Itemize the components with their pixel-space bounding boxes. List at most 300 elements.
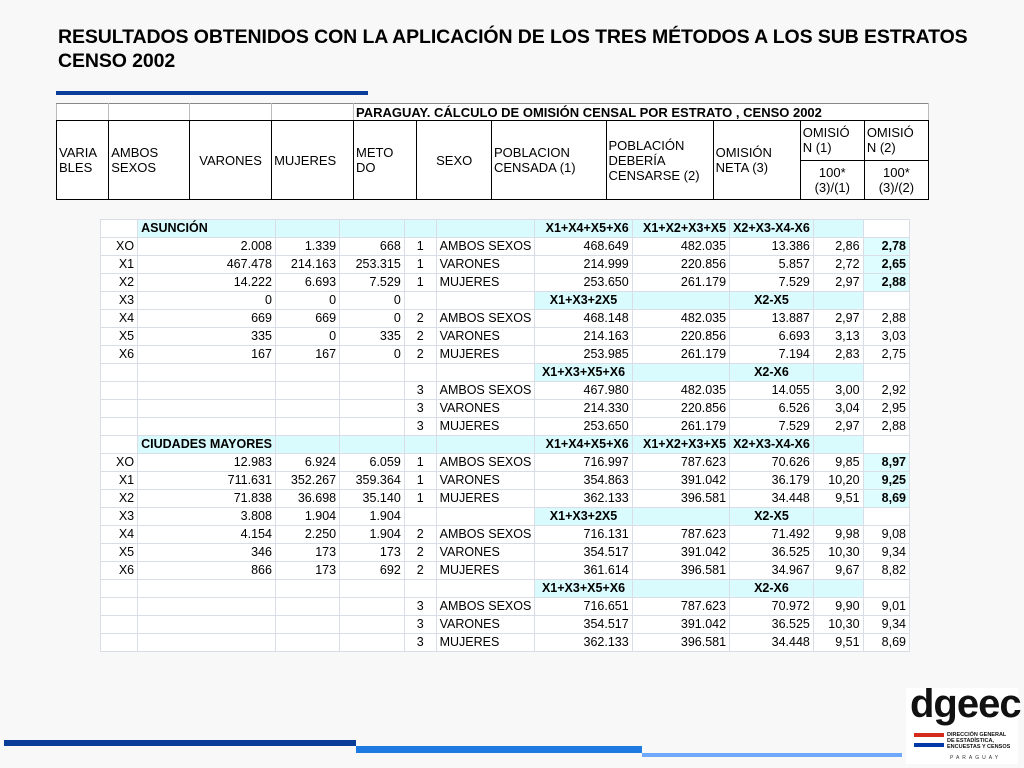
table-cell [813,508,863,526]
table-cell [436,508,535,526]
table-cell [863,292,909,310]
table-cell: 7.194 [730,346,814,364]
table-cell: 9,34 [863,544,909,562]
table-cell: 468.148 [535,310,632,328]
table-cell: 8,97 [863,454,909,472]
table-cell: 253.650 [535,418,632,436]
table-cell: 7.529 [340,274,405,292]
table-cell: 34.448 [730,634,814,652]
table-cell: X2+X3-X4-X6 [730,220,814,238]
table-cell: X2 [101,274,138,292]
table-cell: 0 [275,328,339,346]
table-cell [436,292,535,310]
table-cell: 787.623 [632,598,729,616]
table-cell: VARONES [436,328,535,346]
table-cell: 396.581 [632,562,729,580]
table-cell: 2 [404,310,436,328]
footer-bar-mid [356,746,642,753]
table-row [101,454,910,472]
table-cell: X3 [101,508,138,526]
table-cell: 335 [340,328,405,346]
table-cell: 173 [275,544,339,562]
table-row [101,328,910,346]
table-cell: 467.980 [535,382,632,400]
table-cell: 1 [404,472,436,490]
table-cell: 3,13 [813,328,863,346]
table-cell: 467.478 [138,256,276,274]
table-cell: 10,30 [813,544,863,562]
table-cell [863,220,909,238]
table-row [101,634,910,652]
table-cell [275,418,339,436]
table-cell: 34.448 [730,490,814,508]
table-cell: 2,83 [813,346,863,364]
table-cell [275,634,339,652]
table-cell: 1 [404,256,436,274]
table-cell: 167 [138,346,276,364]
table-row [101,616,910,634]
table-cell [101,364,138,382]
page-title: RESULTADOS OBTENIDOS CON LA APLICACIÓN DE LOS TRES MÉTODOS A LOS SUB ESTRATOS CENSO 2002 [58,26,968,72]
table-cell [404,580,436,598]
table-row [101,382,910,400]
table-cell: 3 [404,382,436,400]
table-cell: X3 [101,292,138,310]
subcol-omision-1: 100* (3)/(1) [800,160,864,200]
col-poblacion-deberia: POBLACIÓN DEBERÍA CENSARSE (2) [606,121,713,200]
table-cell [275,616,339,634]
table-cell: 12.983 [138,454,276,472]
table-cell: MUJERES [436,346,535,364]
table-cell [863,364,909,382]
table-cell: X2-X5 [730,508,814,526]
table-cell: X5 [101,544,138,562]
table-cell: 7.529 [730,418,814,436]
table-cell: MUJERES [436,418,535,436]
table-cell: 1.904 [340,508,405,526]
table-cell: XO [101,454,138,472]
footer-bar-dark [4,740,356,746]
table-cell [275,220,339,238]
table-cell: 9,90 [813,598,863,616]
table-cell: 3 [404,400,436,418]
table-cell: 35.140 [340,490,405,508]
table-cell: MUJERES [436,274,535,292]
table-cell [863,508,909,526]
table-row [101,472,910,490]
table-cell: 34.967 [730,562,814,580]
table-cell: 2 [404,562,436,580]
table-cell: 391.042 [632,472,729,490]
table-row [101,346,910,364]
table-cell [138,616,276,634]
table-cell: CIUDADES MAYORES [138,436,276,454]
table-cell: AMBOS SEXOS [436,598,535,616]
table-cell [340,364,405,382]
table-cell: 214.163 [275,256,339,274]
subcol-omision-2: 100* (3)/(2) [864,160,928,200]
table-row [101,238,910,256]
table-cell: 716.131 [535,526,632,544]
table-cell: X2-X6 [730,580,814,598]
table-cell: AMBOS SEXOS [436,238,535,256]
table-cell: 14.222 [138,274,276,292]
table-cell [340,580,405,598]
table-row [101,256,910,274]
table-cell: 0 [275,292,339,310]
table-cell [813,220,863,238]
table-cell: 9,98 [813,526,863,544]
table-cell: X2-X5 [730,292,814,310]
table-cell: 253.985 [535,346,632,364]
table-cell: 2,75 [863,346,909,364]
table-cell [813,292,863,310]
table-cell: 9,25 [863,472,909,490]
table-cell [275,598,339,616]
col-metodo: METO DO [353,121,416,200]
table-cell: ASUNCIÓN [138,220,276,238]
table-cell [101,634,138,652]
table-cell: 1.904 [340,526,405,544]
table-cell: 1 [404,454,436,472]
table-cell: 220.856 [632,328,729,346]
table-cell: X1+X3+X5+X6 [535,580,632,598]
table-cell: 9,51 [813,634,863,652]
table-row [101,490,910,508]
table-cell: X1+X4+X5+X6 [535,436,632,454]
table-cell: 9,34 [863,616,909,634]
col-omision-neta: OMISIÓN NETA (3) [713,121,800,200]
table-cell: MUJERES [436,490,535,508]
col-omision-1: OMISIÓ N (1) [800,121,864,161]
table-cell: 10,20 [813,472,863,490]
table-cell: 173 [275,562,339,580]
table-cell: X6 [101,562,138,580]
table-cell: VARONES [436,616,535,634]
table-cell [138,580,276,598]
table-cell [436,436,535,454]
dgeec-logo [906,682,1021,764]
table-cell [436,220,535,238]
table-cell: 1.339 [275,238,339,256]
table-cell [138,418,276,436]
table-cell: 4.154 [138,526,276,544]
table-cell [340,616,405,634]
table-cell: 6.526 [730,400,814,418]
table-cell: 482.035 [632,238,729,256]
table-cell [813,436,863,454]
table-cell: 3 [404,418,436,436]
logo-wordmark: dgeec [910,682,1021,726]
table-cell: X1+X3+2X5 [535,292,632,310]
table-cell [436,580,535,598]
table-cell: 391.042 [632,544,729,562]
logo-country: PARAGUAY [950,755,1002,761]
table-cell: X1 [101,256,138,274]
table-cell: X1+X3+X5+X6 [535,364,632,382]
table-cell: 362.133 [535,634,632,652]
table-cell: X1+X4+X5+X6 [535,220,632,238]
table-cell: X2-X6 [730,364,814,382]
table-cell: 3.808 [138,508,276,526]
table-cell: VARONES [436,256,535,274]
table-caption: PARAGUAY. CÁLCULO DE OMISIÓN CENSAL POR ESTRATO , CENSO 2002 [353,104,928,121]
table-cell [813,364,863,382]
table-cell: 9,01 [863,598,909,616]
table-cell: 352.267 [275,472,339,490]
col-varones: VARONES [190,121,272,200]
col-poblacion-censada: POBLACION CENSADA (1) [491,121,606,200]
table-cell [138,598,276,616]
table-cell: 2 [404,544,436,562]
table-cell: 13.887 [730,310,814,328]
table-cell [404,364,436,382]
table-cell: 13.386 [730,238,814,256]
table-row [101,418,910,436]
table-cell [101,382,138,400]
table-cell: 2,65 [863,256,909,274]
table-cell: AMBOS SEXOS [436,310,535,328]
table-row [101,508,910,526]
table-cell [632,580,729,598]
table-cell: X5 [101,328,138,346]
table-cell [101,418,138,436]
table-cell: 787.623 [632,526,729,544]
table-cell: X2+X3-X4-X6 [730,436,814,454]
table-cell: 253.650 [535,274,632,292]
data-table [100,219,910,652]
table-cell: 2,97 [813,310,863,328]
table-cell: 3,00 [813,382,863,400]
table-cell: 3,04 [813,400,863,418]
table-cell: 2,78 [863,238,909,256]
table-cell: 0 [340,346,405,364]
table-row [101,220,910,238]
footer-bar-light [642,753,902,757]
table-cell: 692 [340,562,405,580]
table-cell: 1 [404,238,436,256]
table-cell: 335 [138,328,276,346]
table-cell: 3 [404,634,436,652]
table-row [101,598,910,616]
table-cell [404,508,436,526]
table-cell: X6 [101,346,138,364]
table-cell [275,364,339,382]
table-cell: VARONES [436,544,535,562]
table-cell [632,292,729,310]
table-row [101,310,910,328]
table-cell: 261.179 [632,274,729,292]
table-cell [340,220,405,238]
table-cell: 2,97 [813,274,863,292]
table-cell [632,364,729,382]
table-cell: 214.999 [535,256,632,274]
table-cell: 669 [138,310,276,328]
table-cell: 261.179 [632,418,729,436]
table-cell: 396.581 [632,634,729,652]
table-cell: 7.529 [730,274,814,292]
table-cell: 70.626 [730,454,814,472]
table-cell: 8,82 [863,562,909,580]
table-cell: X1+X3+2X5 [535,508,632,526]
table-cell: 866 [138,562,276,580]
table-cell: 711.631 [138,472,276,490]
table-row [101,562,910,580]
table-cell [138,364,276,382]
table-cell: 359.364 [340,472,405,490]
table-cell: 214.163 [535,328,632,346]
table-cell: 346 [138,544,276,562]
table-cell: VARONES [436,472,535,490]
table-cell: 2,88 [863,418,909,436]
col-omision-2: OMISIÓ N (2) [864,121,928,161]
table-cell: 354.517 [535,616,632,634]
table-cell: X1 [101,472,138,490]
header-table [56,103,929,200]
table-cell [340,400,405,418]
table-cell [275,580,339,598]
table-cell: 36.525 [730,616,814,634]
table-cell: 220.856 [632,400,729,418]
table-cell [340,382,405,400]
table-cell: 396.581 [632,490,729,508]
table-cell: X1+X2+X3+X5 [632,436,729,454]
table-cell: 354.517 [535,544,632,562]
table-cell [340,634,405,652]
table-cell: 3 [404,598,436,616]
table-cell: 668 [340,238,405,256]
table-cell [101,436,138,454]
table-cell [101,616,138,634]
paraguay-flag-icon [914,733,944,747]
col-mujeres: MUJERES [272,121,354,200]
table-cell [101,220,138,238]
table-cell: 468.649 [535,238,632,256]
table-cell [101,598,138,616]
table-cell: 70.972 [730,598,814,616]
table-cell: 1.904 [275,508,339,526]
table-cell: 3,03 [863,328,909,346]
table-cell: 9,51 [813,490,863,508]
table-cell: 8,69 [863,634,909,652]
table-cell: AMBOS SEXOS [436,454,535,472]
table-row [101,400,910,418]
table-cell: 2,95 [863,400,909,418]
table-cell: 482.035 [632,310,729,328]
table-cell: 5.857 [730,256,814,274]
table-cell: 716.651 [535,598,632,616]
table-cell: 6.693 [275,274,339,292]
table-row [101,292,910,310]
table-cell: X4 [101,526,138,544]
col-ambos-sexos: AMBOS SEXOS [109,121,190,200]
table-cell: MUJERES [436,562,535,580]
table-cell: 716.997 [535,454,632,472]
table-row [101,580,910,598]
table-cell [101,580,138,598]
table-cell: 36.525 [730,544,814,562]
table-cell: 261.179 [632,346,729,364]
col-sexo: SEXO [417,121,492,200]
table-cell: X4 [101,310,138,328]
table-cell: 9,67 [813,562,863,580]
table-cell [340,598,405,616]
table-cell: 1 [404,490,436,508]
table-cell: 2.008 [138,238,276,256]
table-cell: AMBOS SEXOS [436,526,535,544]
table-cell: AMBOS SEXOS [436,382,535,400]
table-cell: 362.133 [535,490,632,508]
table-cell: 2,97 [813,418,863,436]
table-cell: MUJERES [436,634,535,652]
table-cell: 2,88 [863,310,909,328]
table-row [101,274,910,292]
table-row [101,544,910,562]
table-cell: 6.924 [275,454,339,472]
title-underline [56,91,368,95]
table-cell: 0 [340,310,405,328]
table-cell: 361.614 [535,562,632,580]
table-cell: X2 [101,490,138,508]
table-cell: 2 [404,346,436,364]
table-cell: 354.863 [535,472,632,490]
table-cell: 2,92 [863,382,909,400]
logo-text: DIRECCIÓN GENERAL DE ESTADÍSTICA, ENCUESTAS Y CENSOS [947,732,1011,750]
table-cell: 173 [340,544,405,562]
table-cell: 787.623 [632,454,729,472]
table-cell: 36.179 [730,472,814,490]
table-cell: 9,08 [863,526,909,544]
table-cell: VARONES [436,400,535,418]
table-cell: X1+X2+X3+X5 [632,220,729,238]
table-cell: 253.315 [340,256,405,274]
table-cell: 9,85 [813,454,863,472]
table-cell: 167 [275,346,339,364]
table-cell [138,400,276,418]
table-cell: 3 [404,616,436,634]
table-cell [138,382,276,400]
table-cell [863,580,909,598]
table-cell: 1 [404,274,436,292]
table-cell [275,400,339,418]
table-cell: 14.055 [730,382,814,400]
table-cell: 0 [138,292,276,310]
table-cell: 8,69 [863,490,909,508]
table-row [101,364,910,382]
table-cell [404,220,436,238]
table-cell: 36.698 [275,490,339,508]
table-cell [275,436,339,454]
table-cell [340,436,405,454]
table-cell: 0 [340,292,405,310]
table-cell: 2 [404,526,436,544]
table-cell [340,418,405,436]
table-cell: 2,88 [863,274,909,292]
table-row [101,436,910,454]
table-cell: 2,86 [813,238,863,256]
table-cell: 2.250 [275,526,339,544]
table-cell [101,400,138,418]
table-cell [436,364,535,382]
table-cell: 391.042 [632,616,729,634]
table-cell: 669 [275,310,339,328]
table-cell: 71.838 [138,490,276,508]
table-cell [813,580,863,598]
table-cell [404,292,436,310]
table-cell [863,436,909,454]
col-variables: VARIA BLES [57,121,109,200]
table-cell [632,508,729,526]
